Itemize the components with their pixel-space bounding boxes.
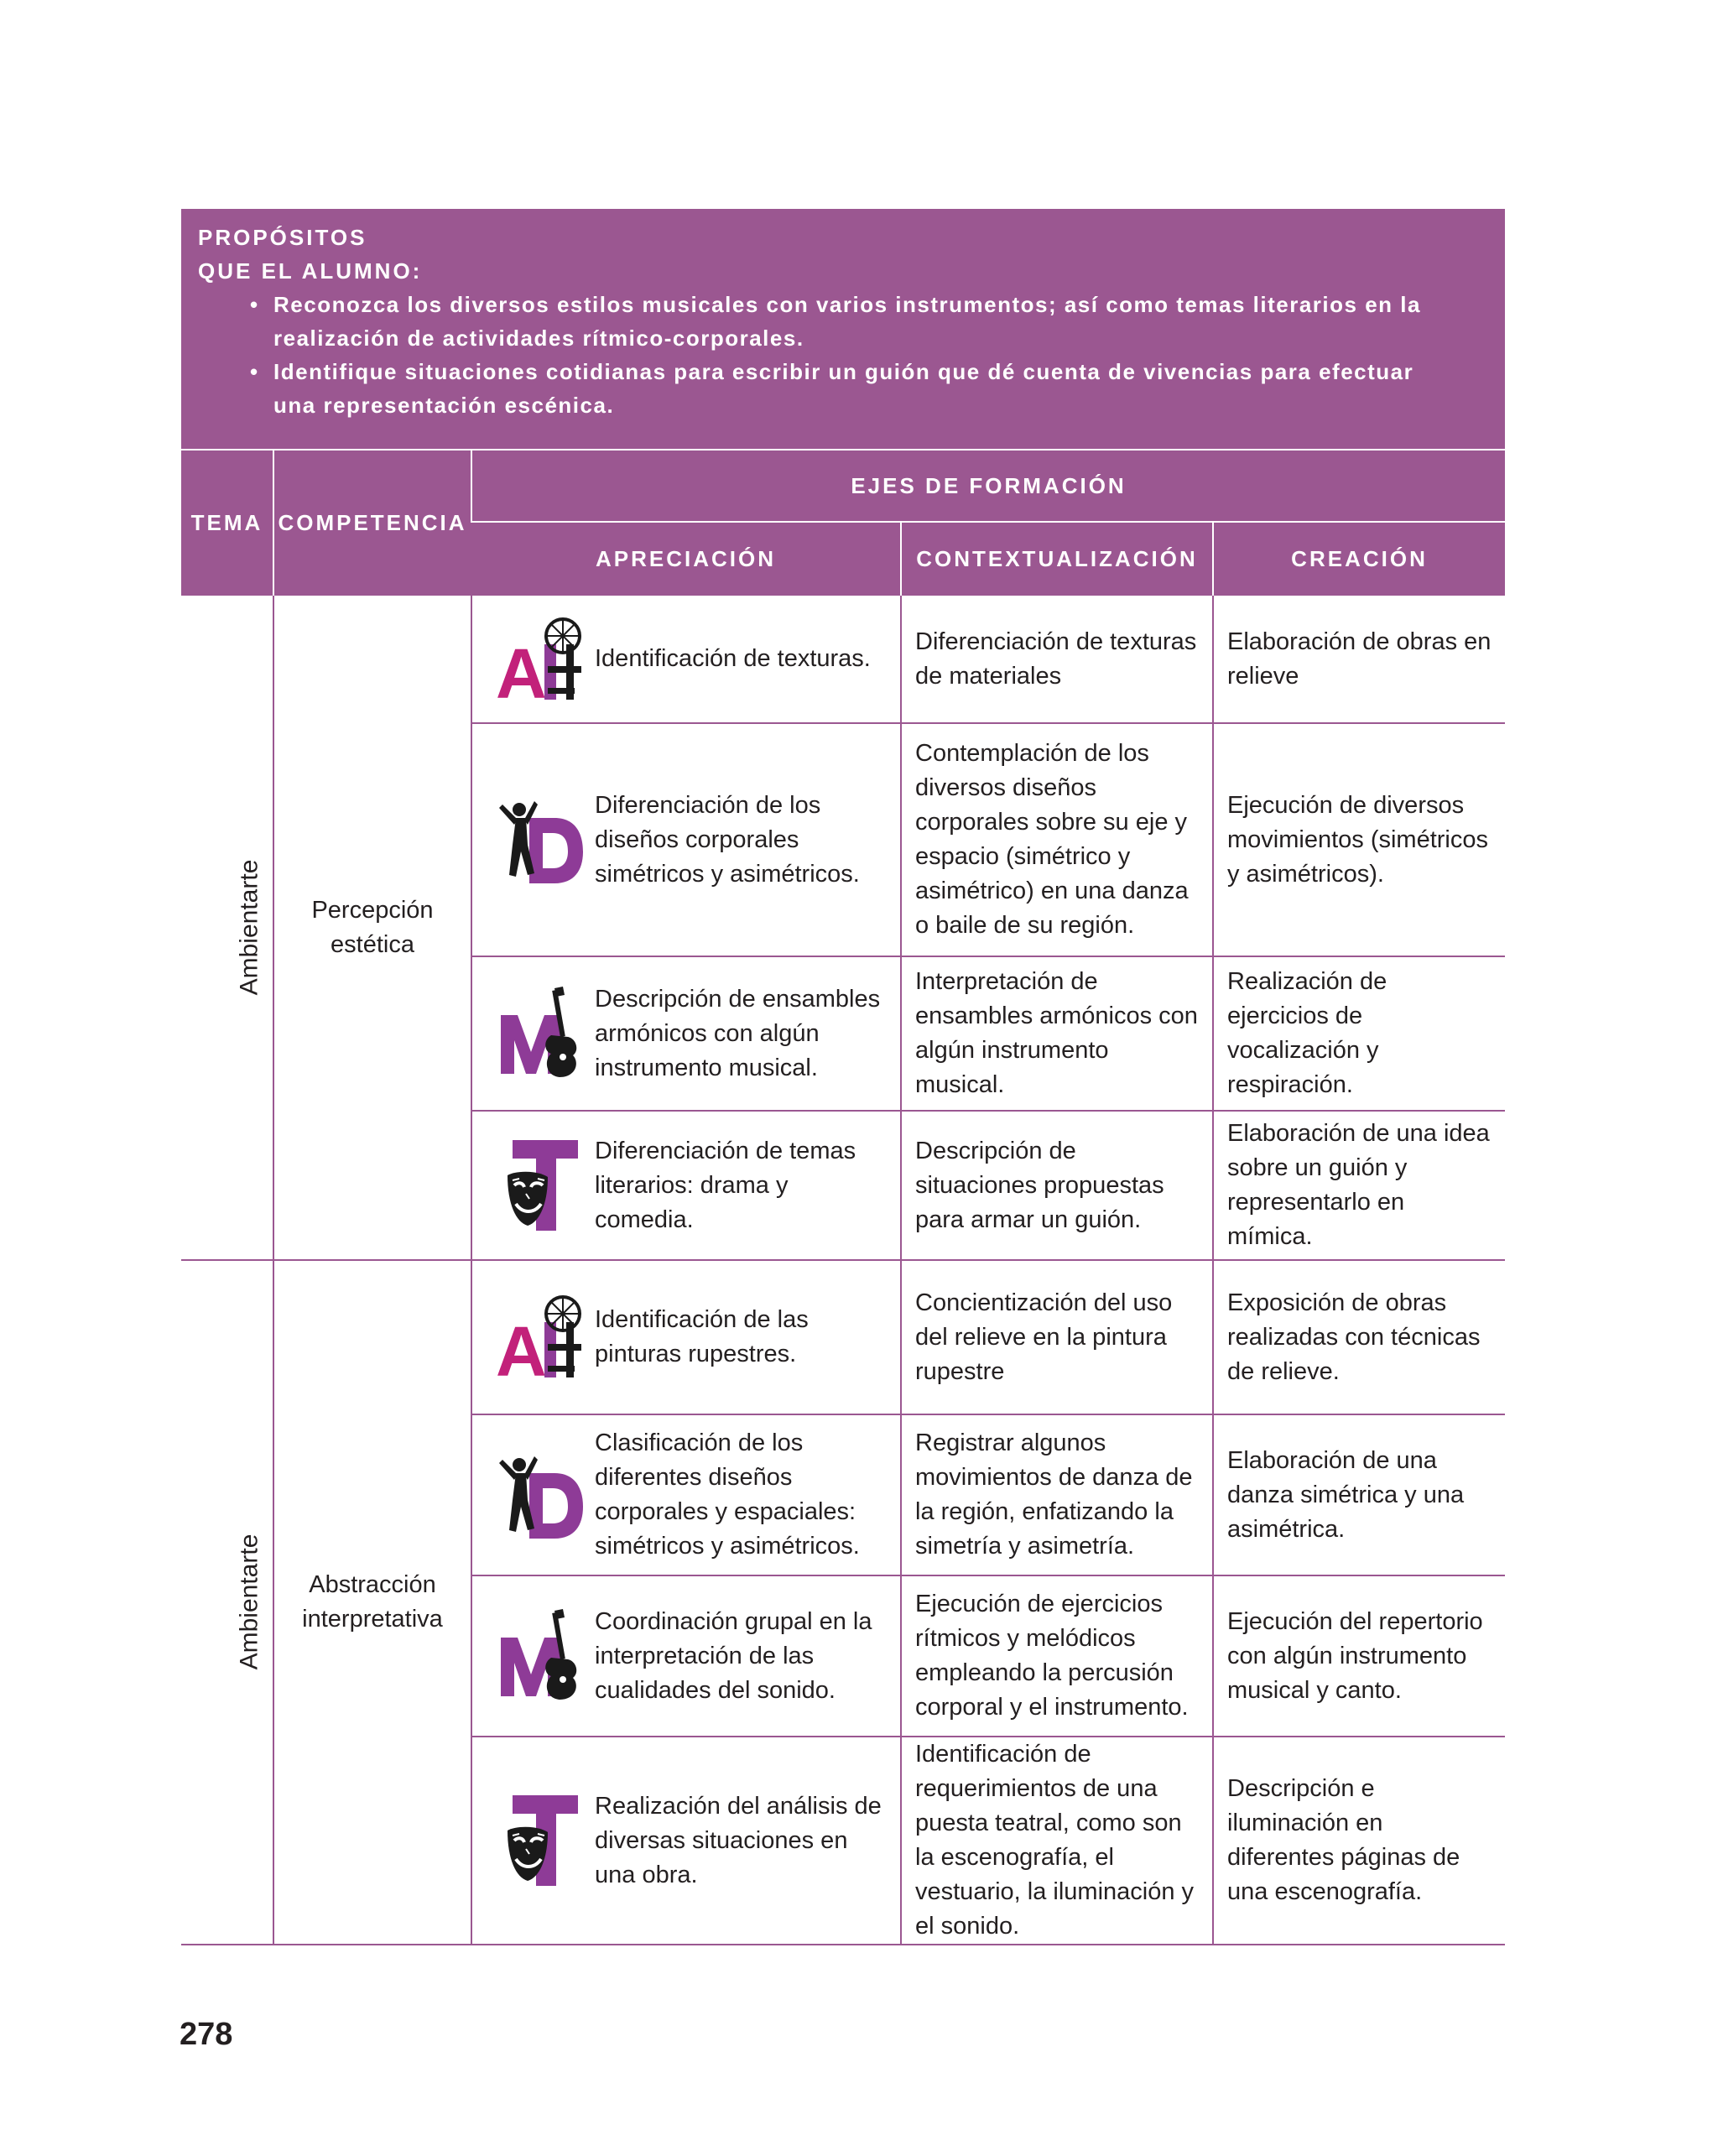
page-number: 278	[180, 2017, 233, 2052]
apreciacion-text: Diferenciación de los diseños corporales simétricos y asimétricos.	[595, 791, 860, 888]
table-row	[181, 1260, 1505, 1414]
tema-cell	[181, 596, 273, 1260]
apreciacion-cell	[471, 596, 901, 723]
apreciacion-text: Diferenciación de temas literarios: drama y comedia.	[595, 1137, 856, 1233]
apreciacion-cell	[471, 1260, 901, 1414]
contextualizacion-cell: Descripción de situaciones propuestas para armar un guión.	[901, 1111, 1213, 1260]
musica-icon	[496, 1609, 586, 1703]
tema-cell	[181, 1260, 273, 1945]
creacion-cell: Realización de ejercicios de vocalización y respiración.	[1213, 956, 1505, 1111]
purposes-list	[198, 288, 1488, 422]
header-tema: TEMA	[181, 450, 273, 596]
apreciacion-text: Realización del análisis de diversas situaciones en una obra.	[595, 1792, 882, 1888]
apreciacion-text: Identificación de las pinturas rupestres.	[595, 1306, 809, 1367]
creacion-cell: Ejecución de diversos movimientos (simétricos y asimétricos).	[1213, 723, 1505, 956]
purposes-box	[181, 209, 1505, 449]
contextualizacion-cell: Concientización del uso del relieve en la pintura rupestre	[901, 1260, 1213, 1414]
contextualizacion-cell: Ejecución de ejercicios rítmicos y melódicos empleando la percusión corporal y el instrumento.	[901, 1575, 1213, 1737]
artes-visuales-icon	[496, 1290, 586, 1384]
table-row	[181, 596, 1505, 723]
danza-icon	[496, 1448, 586, 1542]
teatro-icon	[496, 1138, 586, 1232]
competencia-cell: Percepción estética	[273, 596, 471, 1260]
contextualizacion-cell: Contemplación de los diversos diseños corporales sobre su eje y espacio (simétrico y asimétrico) en una danza o baile de su región.	[901, 723, 1213, 956]
creacion-cell: Elaboración de una idea sobre un guión y representarlo en mímica.	[1213, 1111, 1505, 1260]
purpose-item: • Identifique situaciones cotidianas para escribir un guión que dé cuenta de vivencias para efectuar una representación escénica.	[273, 355, 1488, 422]
creacion-cell: Descripción e iluminación en diferentes páginas de una escenografía.	[1213, 1737, 1505, 1945]
creacion-cell: Ejecución del repertorio con algún instrumento musical y canto.	[1213, 1575, 1505, 1737]
contextualizacion-cell: Diferenciación de texturas de materiales	[901, 596, 1213, 723]
tema-label: Ambientarte	[235, 1534, 263, 1670]
header-competencia: COMPETENCIA	[273, 450, 471, 596]
apreciacion-cell	[471, 723, 901, 956]
apreciacion-text: Descripción de ensambles armónicos con algún instrumento musical.	[595, 985, 881, 1081]
competencia-cell: Abstracción interpretativa	[273, 1260, 471, 1945]
contextualizacion-cell: Interpretación de ensambles armónicos con algún instrumento musical.	[901, 956, 1213, 1111]
apreciacion-text: Identificación de texturas.	[595, 645, 871, 672]
header-contextualizacion: CONTEXTUALIZACIÓN	[901, 522, 1213, 596]
purposes-title: PROPÓSITOS	[198, 225, 367, 250]
contextualizacion-cell: Registrar algunos movimientos de danza de la región, enfatizando la simetría y asimetría.	[901, 1414, 1213, 1575]
header-creacion: CREACIÓN	[1213, 522, 1505, 596]
apreciacion-text: Clasificación de los diferentes diseños corporales y espaciales: simétricos y asimétricos.	[595, 1430, 860, 1560]
creacion-cell: Elaboración de una danza simétrica y una asimétrica.	[1213, 1414, 1505, 1575]
tema-label: Ambientarte	[235, 859, 263, 995]
artes-visuales-icon	[496, 612, 586, 706]
header-ejes: EJES DE FORMACIÓN	[471, 450, 1505, 522]
apreciacion-cell	[471, 956, 901, 1111]
apreciacion-cell	[471, 1737, 901, 1945]
danza-icon	[496, 793, 586, 887]
apreciacion-text: Coordinación grupal en la interpretación de las cualidades del sonido.	[595, 1607, 872, 1704]
teatro-icon	[496, 1794, 586, 1888]
creacion-cell: Exposición de obras realizadas con técnicas de relieve.	[1213, 1260, 1505, 1414]
apreciacion-cell	[471, 1575, 901, 1737]
program-table	[181, 449, 1505, 1945]
purpose-item: • Reconozca los diversos estilos musicales con varios instrumentos; así como temas literarios en la realización de actividades rítmico-corporales.	[273, 288, 1488, 355]
purposes-subtitle: QUE EL ALUMNO:	[198, 258, 423, 284]
apreciacion-cell	[471, 1414, 901, 1575]
musica-icon	[496, 987, 586, 1081]
header-apreciacion: APRECIACIÓN	[471, 522, 901, 596]
contextualizacion-cell: Identificación de requerimientos de una puesta teatral, como son la escenografía, el vestuario, la iluminación y el sonido.	[901, 1737, 1213, 1945]
apreciacion-cell	[471, 1111, 901, 1260]
creacion-cell: Elaboración de obras en relieve	[1213, 596, 1505, 723]
